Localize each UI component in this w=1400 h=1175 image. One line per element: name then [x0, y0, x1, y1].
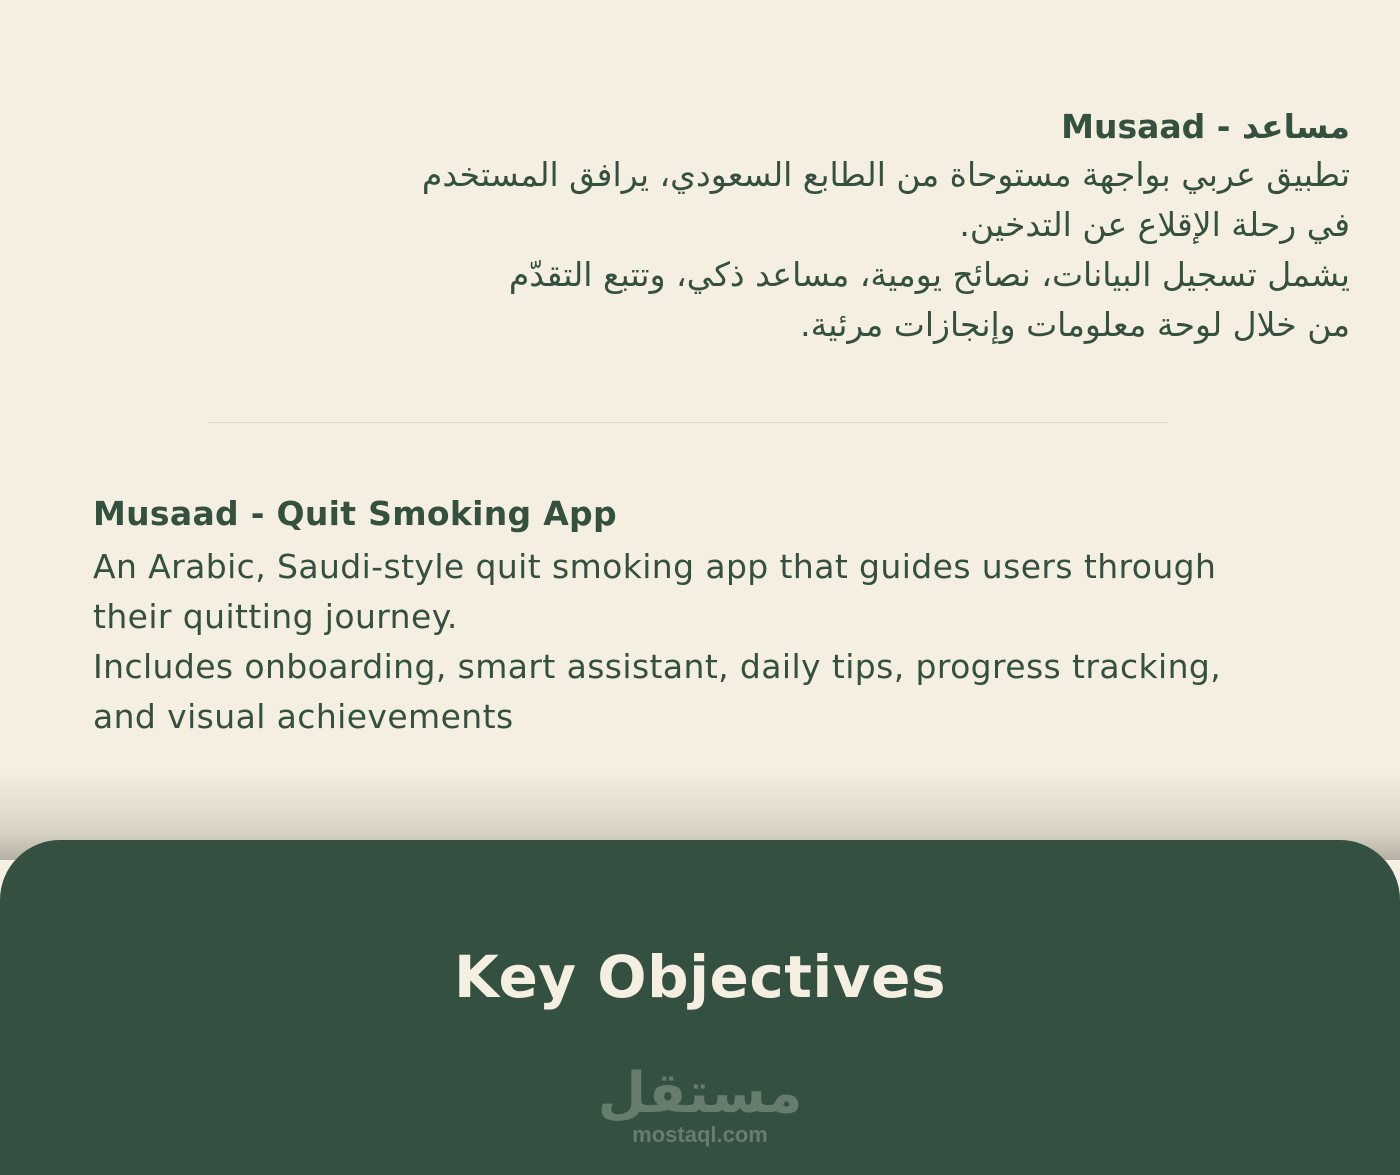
english-description-line: Includes onboarding, smart assistant, daily tips, progress tracking,: [93, 647, 1222, 686]
arabic-app-title: مساعد - Musaad: [1061, 107, 1350, 146]
key-objectives-section: [0, 840, 1400, 1175]
section-divider: [208, 422, 1168, 423]
mostaql-url: mostaql.com: [632, 1122, 768, 1147]
arabic-description-line: من خلال لوحة معلومات وإنجازات مرئية.: [800, 305, 1350, 344]
arabic-description-line: في رحلة الإقلاع عن التدخين.: [959, 205, 1350, 244]
english-app-title: Musaad - Quit Smoking App: [93, 494, 617, 533]
english-description-line: and visual achievements: [93, 697, 514, 736]
english-description-line: An Arabic, Saudi-style quit smoking app that guides users through: [93, 547, 1217, 586]
english-description: [93, 492, 1313, 742]
arabic-description: [140, 104, 1350, 350]
english-description-line: their quitting journey.: [93, 597, 458, 636]
mostaql-watermark: [560, 1062, 840, 1148]
key-objectives-heading: Key Objectives: [454, 943, 946, 1011]
arabic-description-line: تطبيق عربي بواجهة مستوحاة من الطابع السعودي، يرافق المستخدم: [421, 155, 1350, 194]
mostaql-logo: مستقل: [597, 1061, 803, 1126]
arabic-description-line: يشمل تسجيل البيانات، نصائح يومية، مساعد ذكي، وتتبع التقدّم: [508, 255, 1350, 294]
